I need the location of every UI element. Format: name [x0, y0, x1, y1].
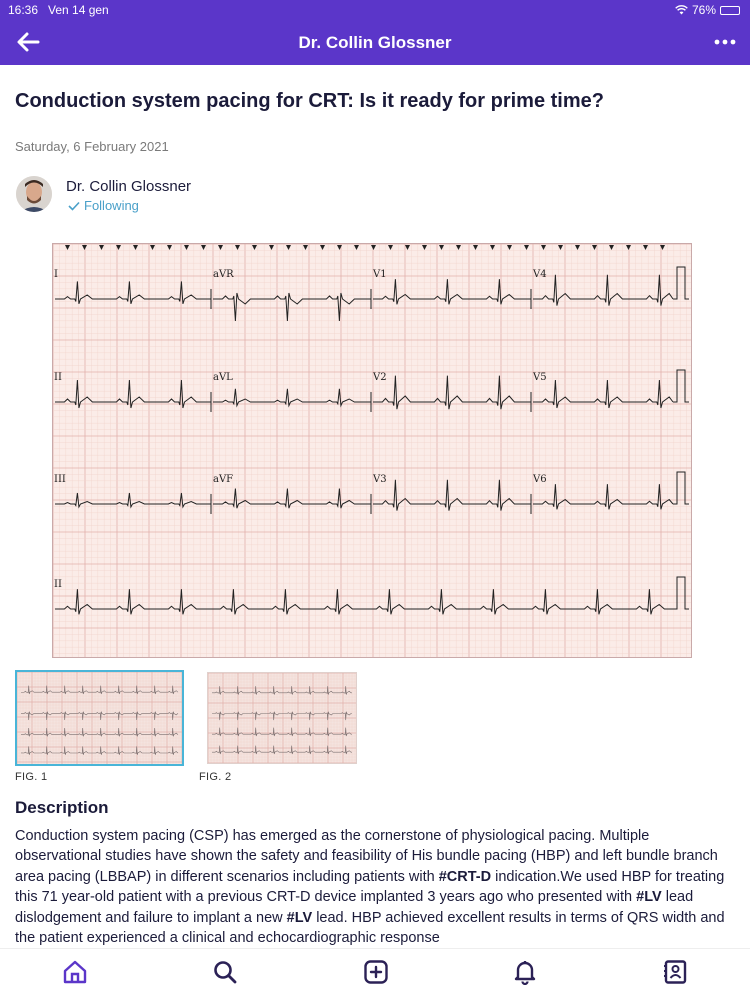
thumbnail-trace: [21, 746, 178, 754]
ecg-rhythm-strip: [55, 589, 673, 614]
check-icon: [68, 201, 80, 211]
description-part-4: lead. HBP achieved excellent results in terms of QRS width and the patient experienced a clinical and echocardiographic response: [15, 909, 725, 946]
author-name[interactable]: Dr. Collin Glossner: [66, 178, 192, 195]
article-date: Saturday, 6 February 2021: [15, 139, 169, 154]
add-post-icon: [363, 959, 389, 985]
status-day: Ven 14 gen: [48, 3, 109, 17]
article-title: Conduction system pacing for CRT: Is it ready for prime time?: [15, 90, 604, 112]
ecg-lead-label: III: [54, 474, 66, 485]
tab-bar: [0, 948, 750, 1001]
home-icon: [62, 959, 88, 985]
ecg-lead-label: aVL: [213, 372, 233, 383]
tab-search[interactable]: [212, 959, 242, 987]
ecg-lead-label: aVF: [213, 474, 234, 485]
description-heading: Description: [15, 798, 109, 817]
hashtag-lv-1[interactable]: #LV: [636, 889, 662, 906]
wifi-icon: [675, 5, 688, 15]
tab-notifications[interactable]: [512, 959, 542, 987]
ecg-pace-markers: [65, 245, 665, 250]
battery-icon: [720, 6, 740, 15]
ecg-lead-label: V5: [533, 372, 547, 383]
ecg-lead-trace: [533, 275, 673, 306]
description-part-1: Conduction system pacing (CSP) has emerged as the cornerstone of physiological pacing. Multiple observational studies have shown the safety and feasibility of His bundle pacing (HBP) and left bundle branch area pacing (LBBAP) in different scenarios including patients with: [15, 828, 718, 885]
ecg-lead-label: V6: [533, 474, 547, 485]
thumbnail-ecg-2: [208, 673, 356, 763]
description-part-3: lead dislodgement and failure to implant a new: [15, 889, 694, 926]
ecg-lead-label: II: [54, 372, 62, 383]
more-dots-icon[interactable]: [712, 30, 738, 54]
tab-add-post[interactable]: [363, 959, 393, 987]
ecg-image[interactable]: [52, 243, 692, 658]
ecg-lead-label: aVR: [213, 269, 234, 280]
hashtag-crt-d[interactable]: #CRT-D: [438, 868, 492, 885]
tab-home[interactable]: [62, 959, 92, 987]
description-part-2: indication.We used HBP for treating this 71 year-old patient with a previous CRT-D device implanted 3 years ago who presented with: [15, 868, 725, 906]
ecg-lead-trace: [533, 484, 673, 509]
ecg-lead-label: V2: [373, 372, 387, 383]
ecg-lead-label: V4: [533, 269, 547, 280]
notifications-icon: [512, 959, 538, 985]
status-right: [675, 3, 740, 17]
status-time: 16:36: [8, 3, 39, 17]
status-bar: [0, 0, 750, 20]
following-label: Following: [84, 198, 139, 213]
author-avatar[interactable]: [16, 176, 52, 212]
nav-bar: [0, 20, 750, 65]
figure-label-1: FIG. 1: [15, 771, 48, 783]
ecg-lead-label: I: [54, 269, 58, 280]
hashtag-lv-2[interactable]: #LV: [286, 909, 313, 926]
thumbnail-trace: [21, 712, 178, 720]
description-text: [15, 826, 735, 946]
avatar-image: [16, 176, 52, 212]
figure-thumbnail-2[interactable]: [207, 672, 357, 764]
nav-title: Dr. Collin Glossner: [298, 33, 452, 52]
figure-label-2: FIG. 2: [199, 771, 232, 783]
ecg-lead-label: V3: [373, 474, 387, 485]
following-button[interactable]: [68, 198, 139, 213]
ecg-tracing: [53, 244, 691, 657]
figure-thumbnail-1[interactable]: [15, 670, 184, 766]
contacts-icon: [662, 959, 688, 985]
battery-percent: 76%: [691, 3, 716, 17]
ecg-lead-label: V1: [373, 269, 387, 280]
search-icon: [212, 959, 238, 985]
thumbnail-ecg-1: [17, 672, 182, 764]
tab-contacts[interactable]: [662, 959, 692, 987]
ecg-lead-label: II: [54, 579, 62, 590]
